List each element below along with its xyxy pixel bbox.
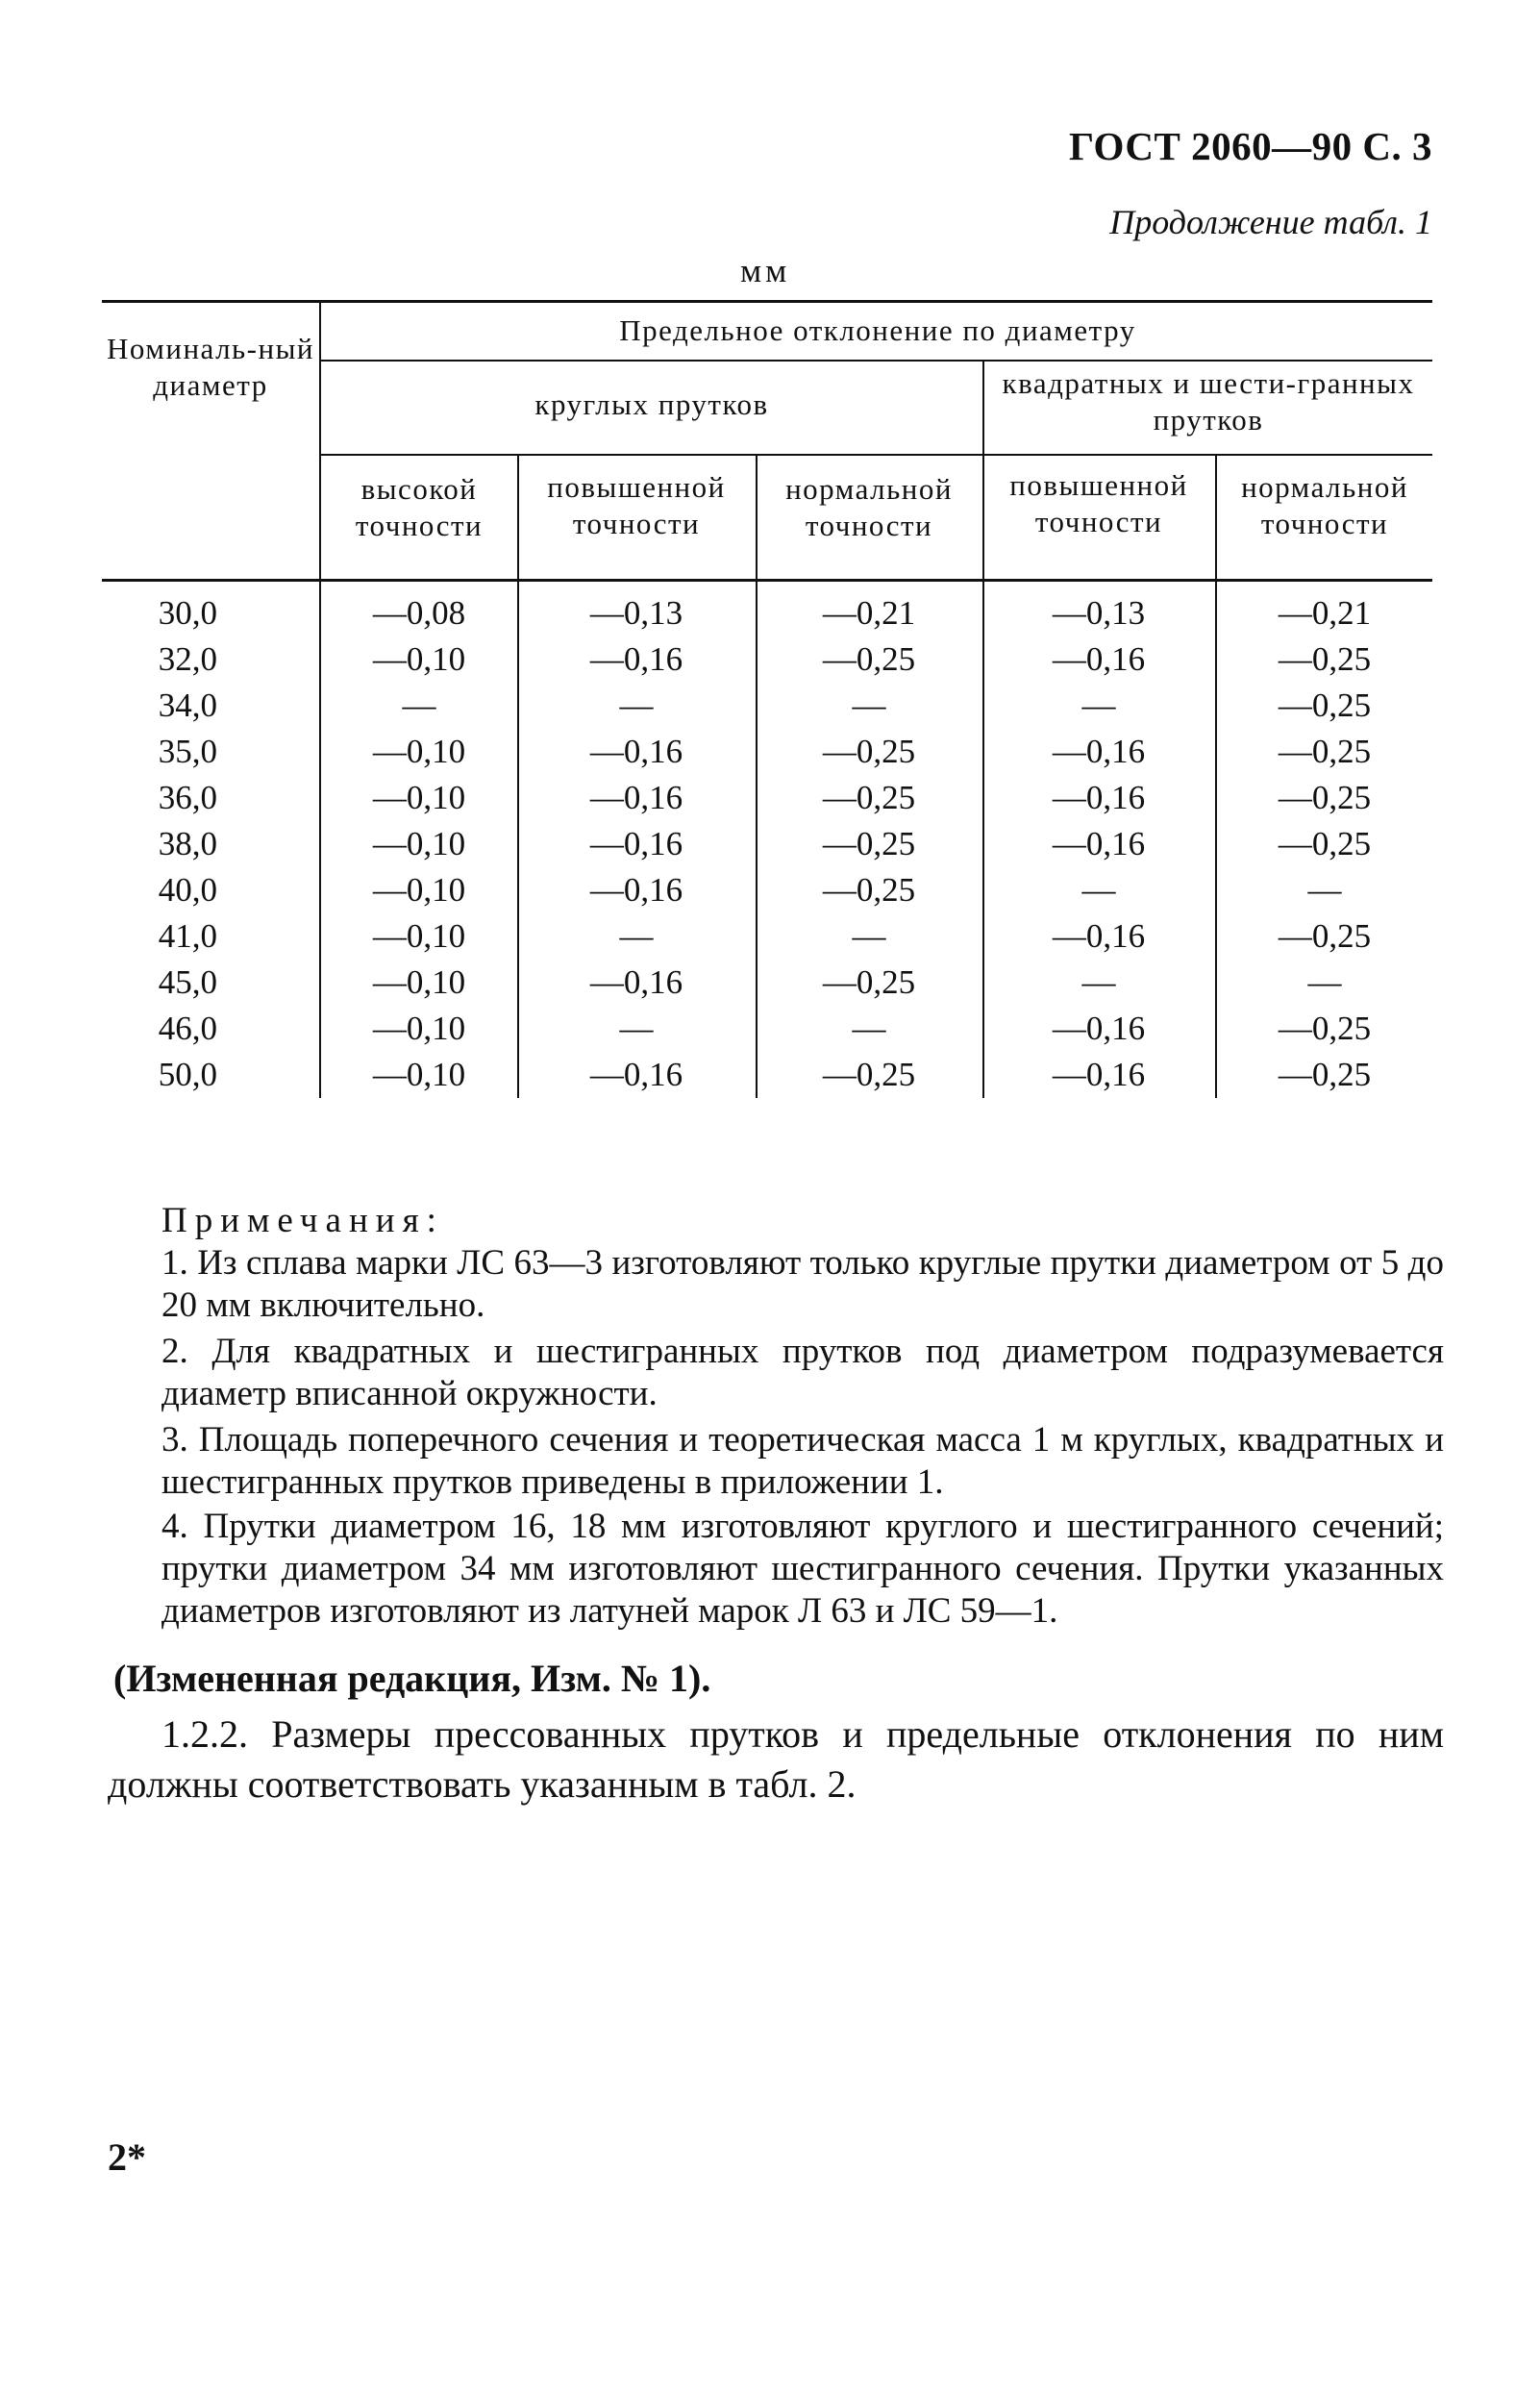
table-cell-normal-round: —0,21 [822,594,916,632]
table-cell-increased-round: —0,16 [589,963,683,1001]
header-col-normal-square: нормальной точности [1241,470,1408,540]
table-cell-diameter: 36,0 [158,779,217,816]
table-cell-normal-square: —0,25 [1278,686,1372,724]
table-cell-increased-square: —0,16 [1052,1056,1146,1093]
table-cell-high: —0,10 [372,779,466,816]
note-4 [108,1506,1444,1633]
header-nominal-diameter: Номиналь-ный диаметр [106,332,315,402]
header-col-normal-round: нормальной точности [785,472,953,542]
table-cell-diameter: 32,0 [158,640,217,678]
table-cell-normal-square: —0,21 [1278,594,1372,632]
table-cell-increased-square: —0,16 [1052,825,1146,862]
table-cell-normal-square: —0,25 [1278,733,1372,770]
table-cell-diameter: 30,0 [158,594,217,632]
table-cell-high: — [402,686,436,724]
note-2-text: 2. Для квадратных и шестигранных прутков под диаметром подразумевается диаметр вписанной окружности. [161,1332,1444,1413]
table-cell-increased-round: —0,13 [589,594,683,632]
note-3-text: 3. Площадь поперечного сечения и теоретическая масса 1 м круглых, квадратных и шестигранных прутков приведены в приложении 1. [161,1420,1444,1502]
page-header: ГОСТ 2060—90 С. 3 [1068,124,1432,168]
table-cell-normal-round: — [852,686,886,724]
table-cell-increased-round: — [619,1010,654,1047]
header-rule-1 [321,360,1432,362]
table-cell-increased-square: —0,16 [1052,640,1146,678]
table-cell-increased-round: —0,16 [589,825,683,862]
table-cell-normal-square: —0,25 [1278,640,1372,678]
table-cell-high: —0,10 [372,871,466,909]
table-cell-normal-square: —0,25 [1278,917,1372,955]
table-cell-diameter: 50,0 [158,1056,217,1093]
table-cell-high: —0,10 [372,917,466,955]
table-cell-increased-square: — [1081,871,1116,909]
table-cell-normal-square: —0,25 [1278,1010,1372,1047]
table-cell-normal-round: — [852,917,886,955]
table-cell-normal-round: —0,25 [822,640,916,678]
header-group-deviation: Предельное отклонение по диаметру [619,313,1136,347]
table-cell-high: —0,10 [372,963,466,1001]
table-cell-diameter: 34,0 [158,686,217,724]
table-top-rule [102,300,1432,303]
table-cell-increased-square: —0,16 [1052,917,1146,955]
table-cell-increased-round: —0,16 [589,871,683,909]
table-cell-increased-square: —0,13 [1052,594,1146,632]
table-cell-increased-round: — [619,917,654,955]
col-divider-3 [756,454,758,1098]
table-cell-diameter: 35,0 [158,733,217,770]
table-cell-diameter: 45,0 [158,963,217,1001]
table-cell-normal-square: —0,25 [1278,1056,1372,1093]
amendment-note: (Измененная редакция, Изм. № 1). [113,1657,711,1700]
header-col-high: высокой точности [355,472,484,542]
header-col-increased-round: повышенной точности [547,470,726,540]
table-cell-increased-square: — [1081,686,1116,724]
table-cell-high: —0,10 [372,1010,466,1047]
table-cell-normal-round: —0,25 [822,779,916,816]
table-cell-increased-round: —0,16 [589,640,683,678]
table-cell-normal-round: —0,25 [822,963,916,1001]
table-cell-diameter: 41,0 [158,917,217,955]
header-square-hex-bars: квадратных и шести-гранных прутков [1002,366,1415,437]
col-divider-5 [1215,454,1217,1098]
table-cell-high: —0,10 [372,640,466,678]
header-rule-2 [321,454,1432,456]
table-cell-increased-square: —0,16 [1052,779,1146,816]
table-cell-increased-square: —0,16 [1052,1010,1146,1047]
table-cell-diameter: 38,0 [158,825,217,862]
col-divider-4 [982,360,984,1098]
table-cell-normal-round: — [852,1010,886,1047]
table-cell-increased-round: — [619,686,654,724]
table-cell-normal-round: —0,25 [822,733,916,770]
note-1 [108,1242,1444,1327]
header-col-increased-square: повышенной точности [1009,468,1188,538]
table-cell-normal-round: —0,25 [822,1056,916,1093]
table-cell-normal-square: — [1307,963,1342,1001]
table-cell-normal-square: —0,25 [1278,825,1372,862]
table-cell-diameter: 46,0 [158,1010,217,1047]
table-cell-high: —0,08 [372,594,466,632]
table-cell-normal-square: —0,25 [1278,779,1372,816]
table-cell-increased-square: —0,16 [1052,733,1146,770]
col-divider-2 [517,454,519,1098]
page-footer-mark: 2* [108,2135,146,2179]
header-bottom-rule [102,579,1432,582]
paragraph-1-2-2: 1.2.2. Размеры прессованных прутков и предельные отклонения по ним должны соответствовать указанным в табл. 2. [108,1712,1444,1806]
col-divider-1 [319,300,321,1098]
table-continuation-label: Продолжение табл. 1 [1109,203,1432,241]
table-cell-normal-round: —0,25 [822,825,916,862]
table-cell-high: —0,10 [372,733,466,770]
table-cell-high: —0,10 [372,1056,466,1093]
note-4-text: 4. Прутки диаметром 16, 18 мм изготовляют круглого и шестигранного сечений; прутки диаметром 34 мм изготовляют шестигранного сечения. Прутки указанных диаметров изготовляют из латуней марок Л 63 и ЛС 59—1. [161,1507,1444,1631]
table-cell-increased-round: —0,16 [589,1056,683,1093]
table-cell-increased-round: —0,16 [589,779,683,816]
note-2 [108,1331,1444,1415]
table-cell-normal-round: —0,25 [822,871,916,909]
table-cell-increased-round: —0,16 [589,733,683,770]
table-cell-high: —0,10 [372,825,466,862]
note-1-text: 1. Из сплава марки ЛС 63—3 изготовляют только круглые прутки диаметром от 5 до 20 мм включительно. [161,1243,1444,1325]
header-round-bars: круглых прутков [534,387,769,421]
note-3 [108,1419,1444,1504]
notes-title: Примечания: [161,1201,444,1240]
unit-label: мм [740,252,791,289]
table-cell-normal-square: — [1307,871,1342,909]
table-cell-increased-square: — [1081,963,1116,1001]
table-cell-diameter: 40,0 [158,871,217,909]
